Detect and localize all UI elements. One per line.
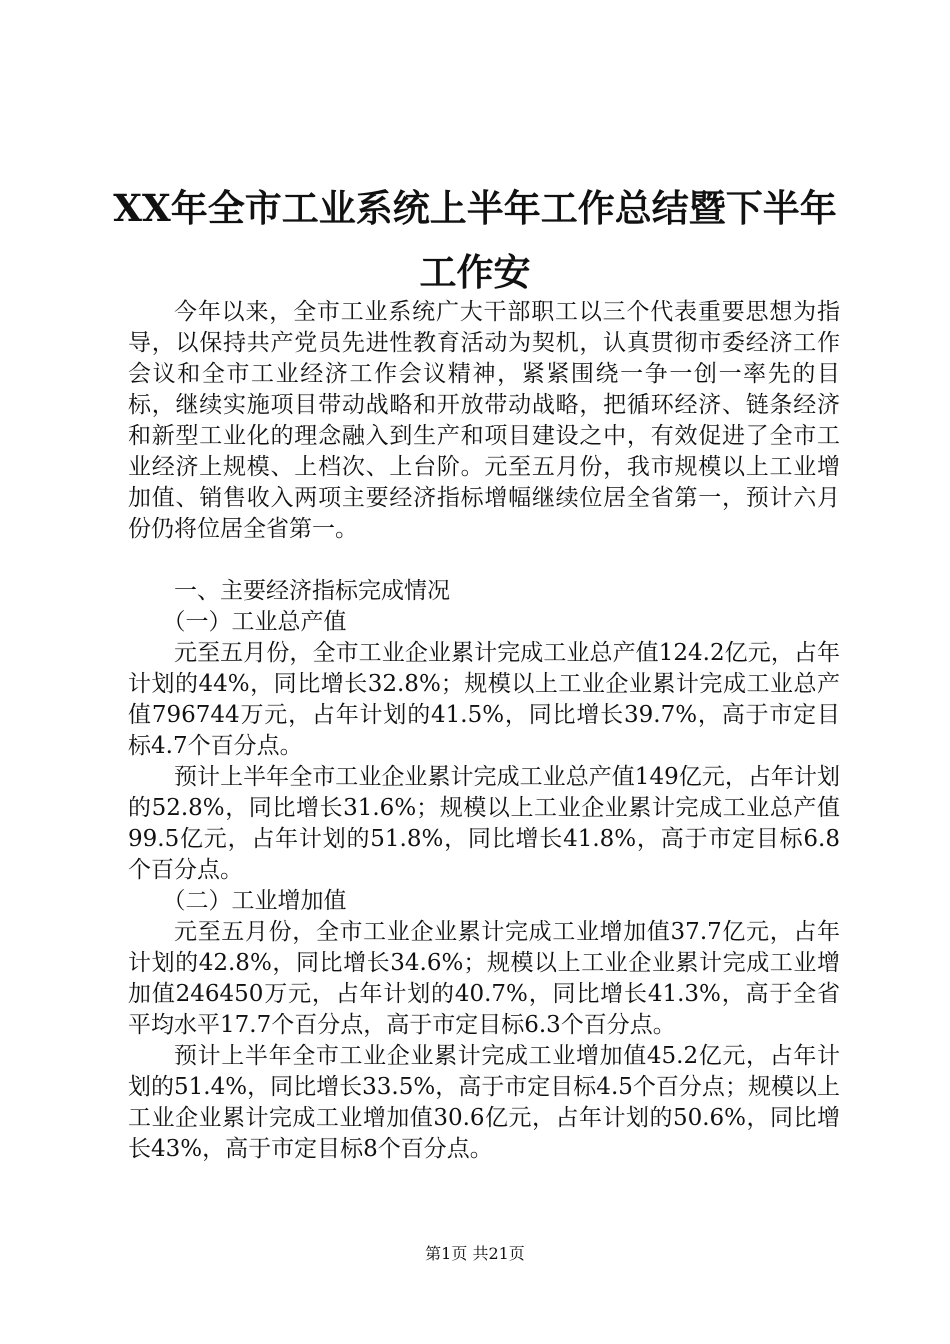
value-added-paragraph-half-year: 预计上半年全市工业企业累计完成工业增加值45.2亿元，占年计划的51.4%，同比增长33.5%，高于市定目标4.5个百分点；规模以上工业企业累计完成工业增加值30.6亿元，占年计划的50.6%，同比增长43%，高于市定目标8个百分点。 (128, 1043, 840, 1162)
subsection-heading-value-added: （二）工业增加值 (162, 888, 347, 914)
intro-paragraph: 今年以来，全市工业系统广大干部职工以三个代表重要思想为指导，以保持共产党员先进性教育活动为契机，认真贯彻市委经济工作会议和全市工业经济工作会议精神，紧紧围绕一争一创一率先的目标，继续实施项目带动战略和开放带动战略，把循环经济、链条经济和新型工业化的理念融入到生产和项目建设之中，有效促进了全市工业经济上规模、上档次、上台阶。元至五月份，我市规模以上工业增加值、销售收入两项主要经济指标增幅继续位居全省第一，预计六月份仍将位居全省第一。 (128, 299, 840, 542)
page-number-footer: 第1页 共21页 (425, 1244, 525, 1263)
value-added-paragraph-jan-may: 元至五月份，全市工业企业累计完成工业增加值37.7亿元，占年计划的42.8%，同比增长34.6%；规模以上工业企业累计完成工业增加值246450万元，占年计划的40.7%，同比增长41.3%，高于全省平均水平17.7个百分点，高于市定目标6.3个百分点。 (128, 919, 840, 1038)
section-heading-main-indicators: 一、主要经济指标完成情况 (174, 578, 450, 604)
document-body (128, 297, 840, 1165)
subsection-heading-gross-output: （一）工业总产值 (162, 609, 347, 635)
gross-output-paragraph-jan-may: 元至五月份，全市工业企业累计完成工业总产值124.2亿元，占年计划的44%，同比增长32.8%；规模以上工业企业累计完成工业总产值796744万元，占年计划的41.5%，同比增长39.7%，高于市定目标4.7个百分点。 (128, 640, 840, 759)
document-title-line1: XX年全市工业系统上半年工作总结暨下半年 (113, 186, 837, 230)
gross-output-paragraph-half-year: 预计上半年全市工业企业累计完成工业总产值149亿元，占年计划的52.8%，同比增长31.6%；规模以上工业企业累计完成工业总产值99.5亿元，占年计划的51.8%，同比增长41.8%，高于市定目标6.8个百分点。 (128, 764, 840, 883)
document-title-line2: 工作安 (419, 250, 531, 294)
